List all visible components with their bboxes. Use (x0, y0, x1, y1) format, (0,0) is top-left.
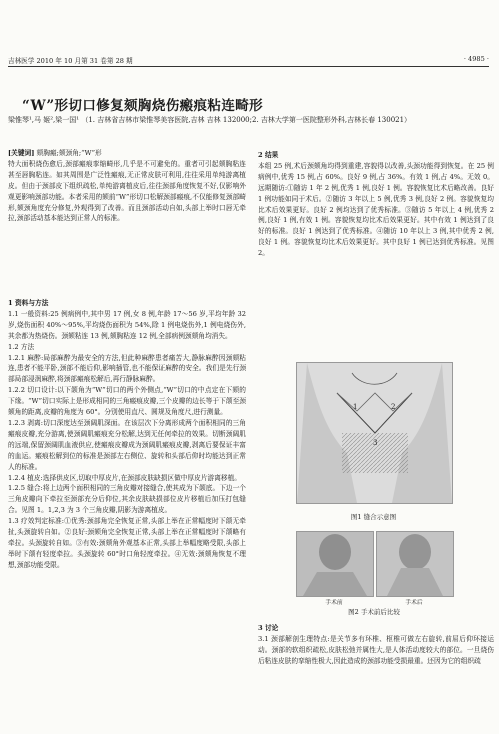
abstract (8, 148, 246, 224)
section-heading: 3 讨论 (258, 624, 279, 632)
right-column-bottom (258, 621, 494, 667)
figure-2-label-before: 手术前 (325, 600, 343, 606)
flap-label-3: 3 (373, 439, 378, 447)
paragraph: 1.2.4 植皮:选择供皮区,切取中厚皮片,在颈部皮肤缺损区做中厚皮片游离移植。 (8, 473, 241, 482)
section-heading: 1 资料与方法 (8, 299, 49, 307)
running-header (8, 54, 489, 67)
paragraph: 1.2.1 麻醉:局部麻醉为最安全的方法,但此种麻醉患者痛苦大,静脉麻醉因颈颏粘连,患者不能平卧,颈部不能后仰,影响插管,也不能保证麻醉的安全。我们是先行颈部局部浸润麻醉,将颈部瘢痕松解后,再行静脉麻醉。 (8, 353, 246, 384)
keywords: 颏胸瘢;颏颈角;“W”形 (36, 149, 102, 157)
journal-info: 吉林医学 2010 年 10 月第 31 卷第 28 期 (8, 57, 133, 65)
paragraph: 1.2.3 剥离:切口深度达至颈阔肌深面。在该层次下分离形成两个面积相同的三角瘢痕皮瓣,充分游离,使颈阔肌瘢痕充分松解,达到无任何牵拉的效果。切断颈阔肌的远端,保留颈阔肌血液供应,使瘢痕皮瓣成为颈阔肌瘢痕皮瓣,剥离后要保证丰富的血运。瘢痕松解到位的标准是颈部左右侧位、旋转和头部后仰时均能达到正常人的标准。 (8, 418, 246, 471)
right-column-top (258, 148, 494, 259)
figure-2-after-photo (376, 531, 454, 597)
keywords-label: [关键词] (8, 149, 35, 157)
flap-label-2: 2 (391, 403, 396, 411)
authors: 梁惟琴¹,马 姬²,梁一国¹ (8, 116, 80, 124)
paragraph: 3.1 颈部解剖生理特点:是关节多有环椎、枢椎可做左右旋转,前屈后仰环接运动。颈部的软组织疏松,皮肤松弛并属性大,是人体活动度较大的部位。一旦烧伤后粘连皮肤的挛缩性极大,因此造成的颈部功能受损最重。还因为它的组织疏 (258, 634, 494, 665)
abstract-body: 特大面积烧伤愈后,颈部瘢痕挛缩畸形,几乎是不可避免的。重者可引起颏胸粘连甚至唇胸粘连。如其周围是广泛性瘢痕,无正常皮肤可利用,往往采用单纯游离植皮。但由于颈部皮下组织疏松,单纯游离植皮后,往往颈部角度恢复不好,仅影响外观更影响颈部功能。本者采用的颏前“W”形切口松解颈部瘢痕,不仅能修复颈部畸形,颏颈角度充分修复,外观得到了改善。而且颈部活动自如,头部上举时口唇无牵拉,颈部活动基本能达到正常人的标准。 (8, 159, 246, 223)
figure-1-image (296, 362, 453, 504)
figure-1-caption: 图1 缝合示意图 (350, 513, 397, 521)
paragraph: 1.2 方法 (8, 342, 35, 351)
paragraph: 1.2.2 切口设计:以下颌角为“W”切口的两个外侧点,“W”切口的中点定在下颏的下缘。“W”切口实际上是形成相同的三角瘢痕皮瓣,三个皮瓣的边长等于下颌至颈颏角的距离,皮瓣的角度为 60°。分别使用直尺、圆规及角度尺,进行测量。 (8, 386, 246, 417)
article-title: “W”形切口修复颏胸烧伤瘢痕粘连畸形 (22, 98, 264, 114)
paragraph: 1.1 一般资料:25 例病例中,其中男 17 例,女 8 例,年龄 17～56 岁,平均年龄 32 岁,烧伤面积 40%～95%,平均烧伤面积为 54%,除 1 例电烧伤外,1 例电烧伤外,其余都为热烧伤。颈颏粘连 13 例,颏胸粘连 12 例,全部病例颈颏角均消失。 (8, 309, 246, 340)
section-heading: 2 结果 (258, 151, 279, 159)
figure-2-caption: 图2 手术前后比较 (348, 608, 400, 616)
author-block (8, 115, 478, 126)
page-number: · 4985 · (463, 55, 489, 63)
left-column (8, 296, 246, 571)
paragraph: 本组 25 例,术后颈颏角均得到重建,容貌得以改善,头颈功能得到恢复。在 25 例病例中,优秀 15 例,占 60%。良好 9 例,占 36%。有效 1 例,占 4%。无效 0。远期随访:①随访 1 年 2 例,优秀 1 例,良好 1 例。容貌恢复比术后略改善。良好 1 例功能如同于术后。②随访 3 年以上 5 例,优秀 3 例,良好 2 例。容貌恢复均比术后效果更好。良好 2 例均达到了优秀标准。③随访 5 年以上 4 例,优秀 2 例,良好 1 例,有效 1 例。容貌恢复均比术后效果更好。其中有效 1 例达到了良好的标准。良好 1 例达到了优秀标准。④随访 10 年以上 3 例,其中优秀 2 例,良好 1 例。容貌恢复均比术后效果更好。其中良好 1 例已达到优秀标准。见图 2。 (258, 161, 494, 258)
figure-1-illustration (297, 363, 452, 503)
paragraph: 1.3 疗效判定标准:①优秀:颈部角完全恢复正常,头部上举在正常幅度时下颌无牵扯,头颈旋转自如。②良好:颈颏角完全恢复正常,头部上举在正常幅度时下颌略有牵拉。头颈旋转自如。③有效:颈颏角外观基本正常,头部上举幅度略受限,头部上举时下颌有轻度牵拉。头颈旋转 60°时口角轻度牵拉。④无效:颈颏角恢复不理想,颈部功能受限。 (8, 517, 246, 569)
figure-2-before-photo (296, 531, 374, 597)
flap-label-1: 1 (353, 403, 358, 411)
figure-2-label-after: 手术后 (405, 600, 423, 606)
paragraph: 1.2.5 缝合:将上边两个面积相同的三角皮瓣对接缝合,使其成为下颌底。下边一个三角皮瓣向下牵拉至颈部充分后仰位,其余皮肤缺损部位皮片移植后加压打包缝合。见图 1。1,2,3 为 3 个三角皮瓣,阴影为游离植皮。 (8, 484, 246, 515)
affiliations: （1. 吉林省吉林市梁惟琴美容医院,吉林 吉林 132000;2. 吉林大学第一医院整形外科,吉林长春 130021） (81, 116, 412, 124)
